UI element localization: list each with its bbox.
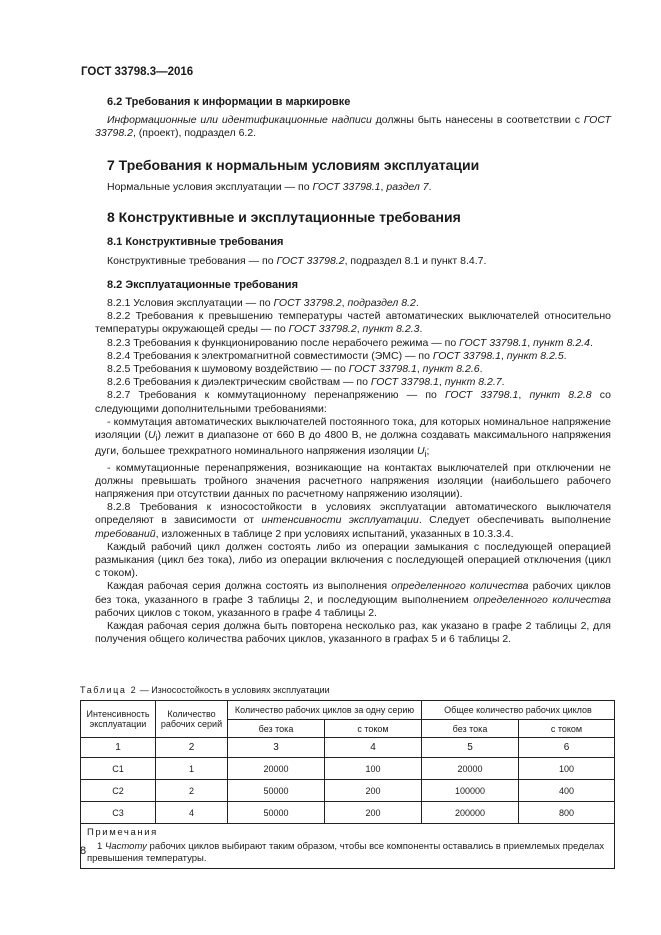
para-8-2-5: 8.2.5 Требования к шумовому воздействию — по ГОСТ 33798.1, пункт 8.2.6. [107,363,483,376]
para-6-2 [95,114,611,140]
cell: 400 [519,780,615,802]
page-number: 8 [80,845,87,857]
cell: 100000 [422,780,519,802]
note-1: 1 Частоту рабочих циклов выбирают таким образом, чтобы все компоненты оставались в приемлемых пределах превышения температуры. [87,841,605,864]
text-italic: Информационные или идентификационные надписи [107,114,372,126]
group-header-total: Общее количество рабочих циклов [422,701,615,720]
section-8-2-body [95,297,611,646]
col-header-series: Количество рабочих серий [156,701,228,738]
cell: С3 [81,802,156,824]
cell: 50000 [228,802,325,824]
cell: 100 [325,758,422,780]
sub-header-no-current: без тока [422,720,519,738]
heading-8-2: 8.2 Эксплуатационные требования [107,279,298,291]
cell: 200000 [422,802,519,824]
table-row [81,780,615,802]
para-series-repeat: Каждая рабочая серия должна быть повторена несколько раз, как указано в графе 2 таблицы 2, для получения общего количества рабочих циклов, указанного в графах 5 и 6 таблицы 2. [95,620,611,646]
cell: 20000 [422,758,519,780]
text: , [380,181,387,193]
std-ref: ГОСТ 33798.2 [95,114,611,140]
heading-8: 8 Конструктивные и эксплутационные требования [107,209,461,225]
heading-6-2: 6.2 Требования к информации в маркировке [107,96,351,108]
col-num: 1 [81,738,156,758]
heading-8-1: 8.1 Конструктивные требования [107,236,284,248]
standard-code: ГОСТ 33798.3—2016 [81,66,194,78]
text: Нормальные условия эксплуатации — по [107,181,313,193]
heading-7: 7 Требования к нормальным условиям эксплуатации [107,157,480,173]
text: . [428,181,432,193]
std-ref: ГОСТ 33798.2 [276,255,345,267]
text: , подраздел 8.1 и пункт 8.4.7. [344,255,487,267]
para-8-2-6: 8.2.6 Требования к диэлектрическим свойствам — по ГОСТ 33798.1, пункт 8.2.7. [107,376,505,389]
para-work-series: Каждая рабочая серия должна состоять из выполнения определенного количества рабочих циклов без тока, указанного в графе 3 таблицы 2, и последующим выполнением определенного количества рабочих циклов с током, указанного в графе 4 таблицы 2. [95,580,611,619]
para-8-2-8: 8.2.8 Требования к износостойкости в условиях эксплуатации автоматического выключателя определяют в зависимости от интенсивности эксплуатации. Следует обеспечивать выполнение требований, изложенных в таблице 2 при условиях испытаний, указанных в 10.3.3.4. [95,501,612,540]
table-caption: Таблица 2 — Износостойкость в условиях эксплуатации [80,685,330,695]
para-8-2-1: 8.2.1 Условия эксплуатации — по ГОСТ 33798.2, подраздел 8.2. [107,297,419,309]
cell: С1 [81,758,156,780]
notes-row [81,824,615,869]
cell: 100 [519,758,615,780]
text: Конструктивные требования — по [107,255,277,267]
group-header-per-series: Количество рабочих циклов за одну серию [228,701,422,720]
table-2 [80,700,615,869]
cell: 1 [156,758,228,780]
std-ref-part: раздел 7 [386,181,429,193]
std-ref: ГОСТ 33798.1 [312,181,381,193]
col-num: 6 [519,738,615,758]
sub-header-with-current: с током [325,720,422,738]
para-8-2-4: 8.2.4 Требования к электромагнитной совместимости (ЭМС) — по ГОСТ 33798.1, пункт 8.2.5. [107,349,567,362]
cell: 4 [156,802,228,824]
para-7 [95,181,611,194]
text: должны быть нанесены в соответствии с [371,114,584,126]
table-row [81,802,615,824]
col-header-intensity: Интенсивность эксплуатации [81,701,156,738]
para-8-2-7: 8.2.7 Требования к коммутационному перенапряжению — по ГОСТ 33798.1, пункт 8.2.8 со следующими дополнительными требованиями: [95,389,611,415]
notes-cell [81,824,615,869]
cell: 2 [156,780,228,802]
cell: 50000 [228,780,325,802]
table-row [81,758,615,780]
bullet-1: - коммутация автоматических выключателей постоянного тока, для которых номинальное напряжение изоляции $(U_i)$ лежит в диапазоне от 660 В до 4800 В, не должна создавать максимального напряжения дуги, большее трехкратного номинального напряжения изоляции $U_i$; [95,415,611,460]
para-8-2-3: 8.2.3 Требования к функционированию после нерабочего режима — по ГОСТ 33798.1, пункт 8.2.4. [107,336,593,349]
text: , (проект), подраздел 6.2. [132,127,257,140]
cell: 800 [519,802,615,824]
para-work-cycle: Каждый рабочий цикл должен состоять либо из операции замыкания с последующей операцией размыкания (цикл без тока), либо из операции включения с последующей операцией отключения (цикл с током). [95,540,611,580]
sub-header-no-current: без тока [228,720,325,738]
bullet-2: - коммутационные перенапряжения, возникающие на контактах выключателей при отключении не должны превышать тройного значения расчетного напряжения изоляции (наибольшего рабочего напряжения при отсутствии данных по расчетному напряжению изоляции). [95,461,611,501]
col-num: 4 [325,738,422,758]
cell: 200 [325,780,422,802]
sub-header-with-current: с током [519,720,615,738]
cell: 20000 [228,758,325,780]
cell: С2 [81,780,156,802]
column-number-row [81,738,615,758]
col-num: 3 [228,738,325,758]
col-num: 5 [422,738,519,758]
para-8-1 [95,255,611,268]
col-num: 2 [156,738,228,758]
notes-title: Примечания [87,827,158,838]
cell: 200 [325,802,422,824]
para-8-2-2: 8.2.2 Требования к превышению температуры частей автоматических выключателей относительно температуры окружающей среды — по ГОСТ 33798.2, пункт 8.2.3. [95,310,611,336]
